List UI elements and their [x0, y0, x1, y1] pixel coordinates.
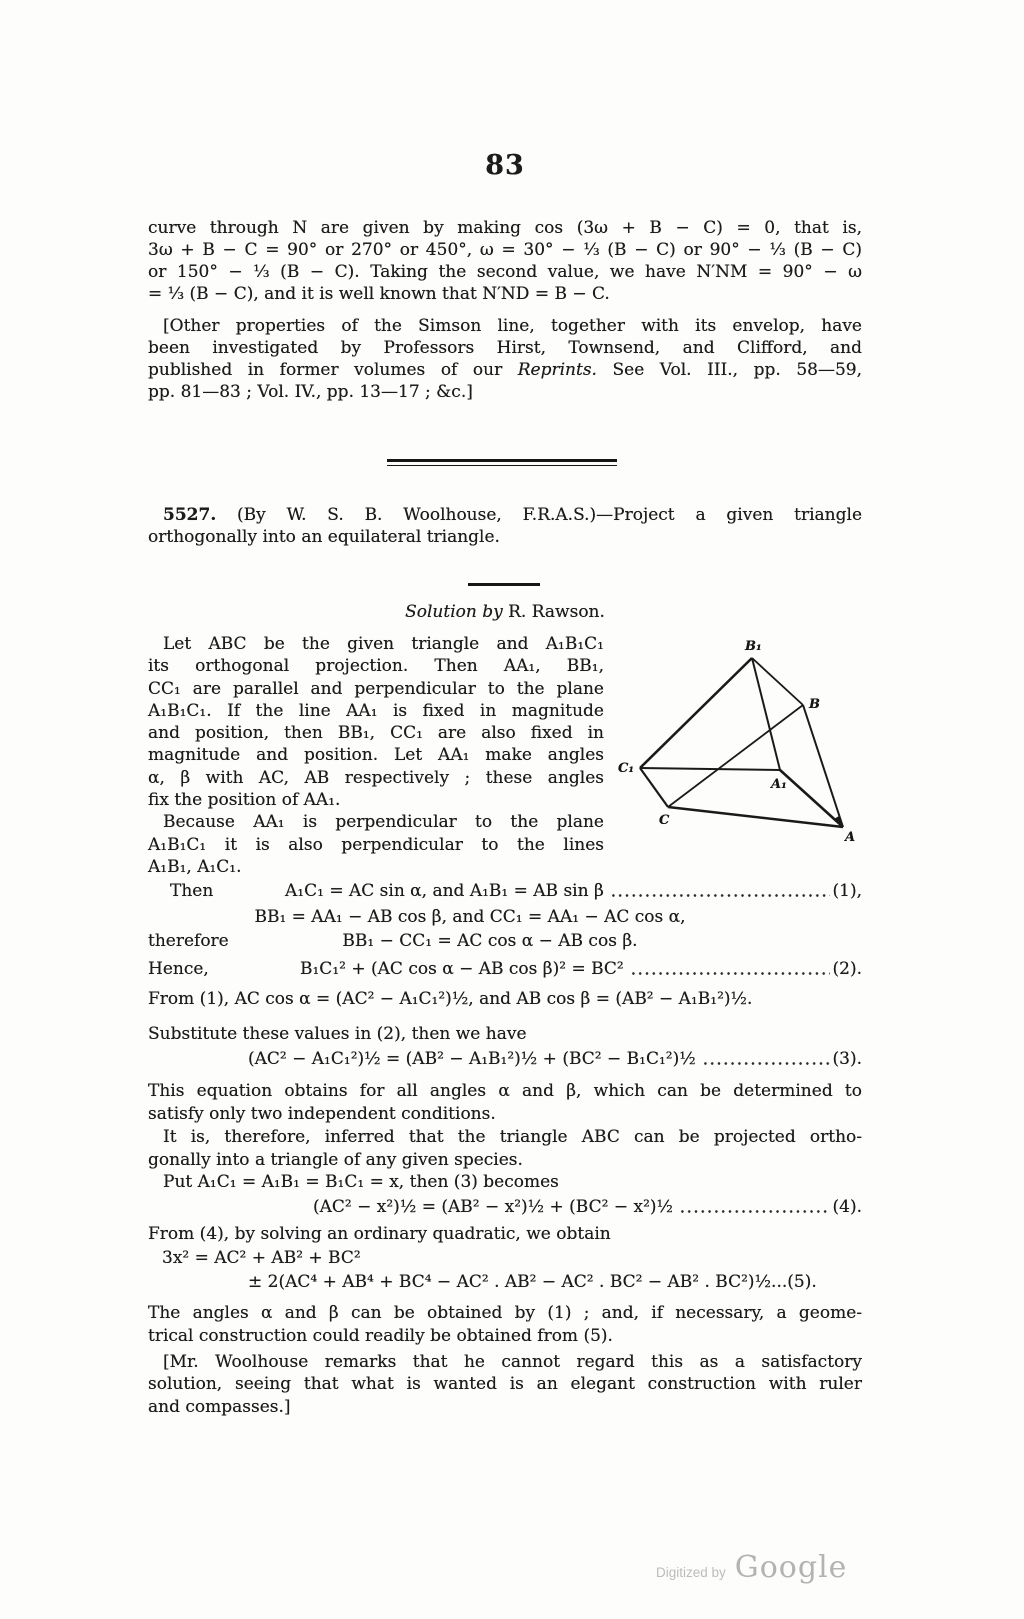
equation-body: B₁C₁² + (AC cos α − AB cos β)² = BC²	[300, 959, 624, 979]
paragraph-simson-note	[148, 315, 862, 403]
edge-c1-a1	[640, 768, 780, 770]
dot-leader	[610, 880, 830, 902]
rule-line-thick	[387, 459, 617, 462]
equation-8: ± 2(AC⁴ + AB⁴ + BC⁴ − AC² . AB² − AC² . BC² − AB² . BC²)½...(5).	[248, 1272, 817, 1292]
text-line: 3ω + B − C = 90° or 270° or 450°, ω = 30° − ⅓ (B − C) or 90° − ⅓ (B − C)	[148, 240, 862, 260]
dot-leader	[702, 1048, 830, 1070]
substitute-line: Substitute these values in (2), then we have	[148, 1024, 527, 1044]
equation-body: BB₁ − CC₁ = AC cos α − AB cos β.	[342, 931, 638, 951]
from-4-line: From (4), by solving an ordinary quadratic, we obtain	[148, 1224, 611, 1244]
equation-5	[148, 1048, 862, 1070]
equation-number: (4).	[832, 1197, 862, 1217]
text-line: pp. 81—83 ; Vol. IV., pp. 13—17 ; &c.]	[148, 382, 473, 402]
equation-number: (1),	[832, 881, 862, 901]
rule-line-thin	[387, 465, 617, 466]
equation-3	[148, 930, 862, 952]
text-line: magnitude and position. Let AA₁ make angles	[148, 745, 604, 766]
figure-label-b1: B₁	[745, 639, 762, 654]
text-line: A₁B₁C₁ it is also perpendicular to the lines	[148, 834, 604, 855]
problem-line-1	[148, 504, 862, 526]
problem-statement	[148, 504, 862, 548]
text-line: and position, then BB₁, CC₁ are also fixed in	[148, 723, 604, 744]
equation-intro-therefore: therefore	[148, 931, 229, 951]
figure-label-c1: C₁	[618, 761, 635, 776]
equation-number: (3).	[832, 1049, 862, 1069]
figure-label-c: C	[659, 813, 670, 828]
problem-line-2: orthogonally into an equilateral triangle.	[148, 527, 500, 547]
solution-paragraph	[148, 633, 604, 878]
text-line: solution, seeing that what is wanted is an elegant construction with ruler	[148, 1374, 862, 1394]
equation-6	[148, 1196, 862, 1218]
equation-body: (AC² − x²)½ = (AB² − x²)½ + (BC² − x²)½	[313, 1197, 674, 1217]
text-line: = ⅓ (B − C), and it is well known that N′ND = B − C.	[148, 284, 610, 304]
equation-intro-hence: Hence,	[148, 959, 209, 979]
from-1-line: From (1), AC cos α = (AC² − A₁C₁²)½, and AB cos β = (AB² − A₁B₁²)½.	[148, 989, 753, 1009]
digitized-watermark	[656, 1550, 847, 1585]
text-line	[148, 359, 862, 381]
paragraph-curve	[148, 217, 862, 305]
text-line: A₁B₁, A₁C₁.	[148, 856, 242, 877]
text-line: Let ABC be the given triangle and A₁B₁C₁	[163, 634, 604, 654]
edge-b1-c1	[640, 658, 752, 768]
figure-label-a: A	[845, 830, 856, 845]
text-line: satisfy only two independent conditions.	[148, 1104, 496, 1124]
text-line: or 150° − ⅓ (B − C). Taking the second value, we have N′NM = 90° − ω	[148, 262, 862, 282]
equation-4	[148, 958, 862, 980]
text-line: been investigated by Professors Hirst, Townsend, and Clifford, and	[148, 338, 862, 358]
text-line: gonally into a triangle of any given species.	[148, 1150, 523, 1170]
edge-c-a	[668, 807, 843, 827]
text-line: trical construction could readily be obtained from (5).	[148, 1326, 613, 1346]
equations-section	[148, 880, 862, 1418]
problem-number: 5527.	[163, 505, 217, 525]
text-line: It is, therefore, inferred that the triangle ABC can be projected ortho-	[163, 1127, 862, 1147]
equation-body: A₁C₁ = AC sin α, and A₁B₁ = AB sin β	[285, 881, 604, 901]
digitized-by-text: Digitized by	[656, 1565, 726, 1580]
put-line: Put A₁C₁ = A₁B₁ = B₁C₁ = x, then (3) becomes	[163, 1172, 559, 1192]
text-line: and compasses.]	[148, 1397, 291, 1417]
equation-intro-then: Then	[170, 881, 214, 901]
dot-leader	[630, 958, 830, 980]
solution-by-text: Solution by	[405, 602, 503, 622]
text-line: [Other properties of the Simson line, together with its envelop, have	[163, 316, 862, 336]
text-line: its orthogonal projection. Then AA₁, BB₁,	[148, 656, 604, 677]
dot-leader	[679, 1196, 830, 1218]
section-divider-double-rule	[387, 459, 617, 466]
solver-name: R. Rawson.	[502, 602, 605, 622]
edge-b1-a1	[752, 658, 780, 770]
equation-2: BB₁ = AA₁ − AB cos β, and CC₁ = AA₁ − AC cos α,	[254, 907, 686, 927]
text-line: The angles α and β can be obtained by (1) ; and, if necessary, a geome-	[148, 1303, 862, 1323]
text-line: Because AA₁ is perpendicular to the plane	[163, 812, 604, 833]
page-number: 83	[485, 150, 525, 181]
text-segment: See Vol. III., pp. 58—59,	[596, 360, 862, 380]
edge-b1-b	[752, 658, 803, 705]
equation-7: 3x² = AC² + AB² + BC²	[162, 1248, 361, 1268]
text-line: curve through N are given by making cos (3ω + B − C) = 0, that is,	[148, 218, 862, 238]
text-line: [Mr. Woolhouse remarks that he cannot regard this as a satisfactory	[163, 1352, 862, 1372]
equation-1	[148, 880, 862, 902]
google-logo-text: Google	[734, 1550, 848, 1585]
equation-number: (2).	[832, 959, 862, 979]
figure-label-b: B	[809, 697, 820, 712]
short-rule-divider	[468, 583, 540, 586]
text-line: This equation obtains for all angles α and β, which can be determined to	[148, 1081, 862, 1101]
text-line: α, β with AC, AB respectively ; these angles	[148, 767, 604, 788]
figure-label-a1: A₁	[771, 777, 787, 792]
italic-reprints: Reprints.	[517, 360, 597, 380]
equation-body: (AC² − A₁C₁²)½ = (AB² − A₁B₁²)½ + (BC² − B₁C₁²)½	[248, 1049, 696, 1069]
problem-text: (By W. S. B. Woolhouse, F.R.A.S.)—Project a given triangle	[216, 505, 862, 525]
text-line: A₁B₁C₁. If the line AA₁ is fixed in magnitude	[148, 700, 604, 721]
text-line: CC₁ are parallel and perpendicular to the plane	[148, 678, 604, 699]
solution-heading	[148, 602, 862, 622]
text-line: fix the position of AA₁.	[148, 790, 341, 811]
edge-c1-c	[640, 768, 668, 807]
figure-triangle-projection	[612, 636, 880, 851]
text-segment: published in former volumes of our	[148, 360, 518, 380]
